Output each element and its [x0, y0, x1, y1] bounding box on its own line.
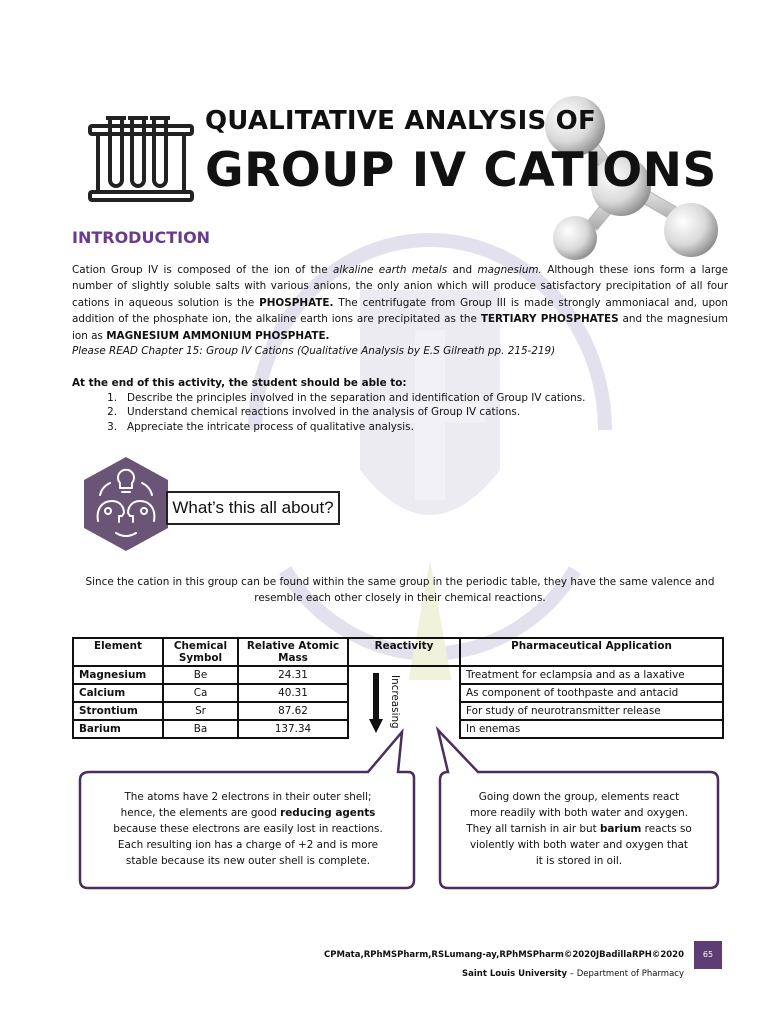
group-summary-text: Since the cation in this group can be found within the same group in the periodic table, they have the same valence and resemble each other closely in their chemical reactions. — [85, 576, 715, 604]
column-header: Relative Atomic Mass — [238, 638, 348, 666]
footer-credits: CPMata,RPhMSPharm,RSLumang-ay,RPhMSPharm©2020JBadillaRPH©2020 — [324, 950, 684, 960]
column-header: Chemical Symbol — [163, 638, 238, 666]
reading-assignment-note: Please READ Chapter 15: Group IV Cations (Qualitative Analysis by E.S Gilreath pp. 215-219) — [72, 345, 556, 357]
page-title-line2: GROUP IV CATIONS — [205, 143, 717, 198]
list-item: 1. Describe the principles involved in the separation and identification of Group IV cations. — [107, 392, 586, 404]
column-header: Pharmaceutical Application — [460, 638, 723, 666]
page-number-badge: 65 — [694, 941, 722, 969]
table-row: Magnesium Be 24.31 Increasing Treatment for eclampsia and as a laxative — [73, 666, 723, 684]
column-header: Reactivity — [348, 638, 460, 666]
footer-university: Saint Louis University – Department of Pharmacy — [462, 969, 684, 979]
reactivity-label: Increasing — [389, 674, 401, 729]
objectives-heading: At the end of this activity, the student should be able to: — [72, 377, 407, 389]
page-title-line1: QUALITATIVE ANALYSIS OF — [205, 106, 596, 136]
list-item: 2. Understand chemical reactions involved in the analysis of Group IV cations. — [107, 406, 521, 419]
column-header: Element — [73, 638, 163, 666]
list-item: 3. Appreciate the intricate process of qualitative analysis. — [107, 420, 414, 433]
section-label-about: What’s this all about? — [166, 491, 340, 525]
table-row: Strontium Sr 87.62 For study of neurotransmitter release — [73, 702, 723, 720]
introduction-heading: INTRODUCTION — [72, 228, 211, 247]
speech-bubble-right-text: Going down the group, elements react more readily with both water and oxygen. They all tarnish in air but barium reacts so violently with both water and oxygen that it is stored in oil. — [466, 791, 692, 867]
table-row: Calcium Ca 40.31 As component of toothpaste and antacid — [73, 684, 723, 702]
introduction-paragraph: Cation Group IV is composed of the ion of the alkaline earth metals and magnesium. Although these ions form a large number of slightly soluble salts with various anions, the only anion which will produce satisfactory precipitation of all four cations in aqueous solution is the PHOSPHATE. The centrifugate from Group III is made strongly ammoniacal and, upon addition of the phosphate ion, the alkaline earth ions are precipitated as the TERTIARY PHOSPHATES and the magnesium ion as MAGNESIUM AMMONIUM PHOSPHATE. — [72, 264, 728, 342]
speech-bubble-left-text: The atoms have 2 electrons in their outer shell; hence, the elements are good reducing agents because these electrons are easily lost in reactions. Each resulting ion has a charge of +2 and is more stable because its new outer shell is complete. — [113, 791, 383, 867]
table-row: Barium Ba 137.34 In enemas — [73, 720, 723, 738]
